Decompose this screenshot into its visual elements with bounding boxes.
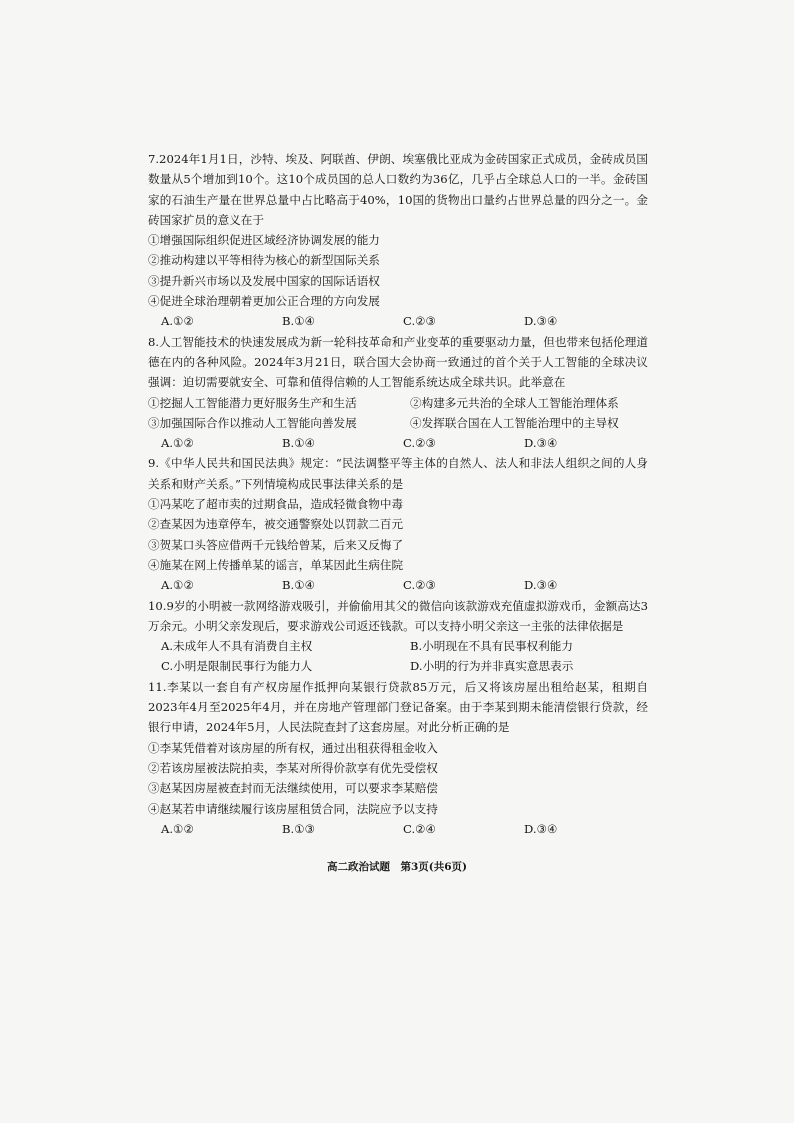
question-9-options	[148, 575, 648, 595]
option-a: A.①②	[161, 436, 194, 451]
question-8-options	[148, 433, 648, 453]
option-d: D.③④	[524, 578, 558, 593]
question-8-item-2: ②构建多元共治的全球人工智能治理体系	[410, 395, 619, 410]
option-a: A.①②	[161, 578, 194, 593]
question-7-stem: 7.2024年1月1日，沙特、埃及、阿联酋、伊朗、埃塞俄比亚成为金砖国家正式成员，金砖成员国数量从5个增加到10个。这10个成员国的总人口数约为36亿，几乎占全球总人口的一半。金砖国家的石油生产量在世界总量中占比略高于40%，10国的货物出口量约占世界总量的四分之一。金砖国家扩员的意义在于	[148, 152, 648, 227]
question-10-options-row-1	[148, 636, 648, 656]
question-7-item-4: ④促进全球治理朝着更加公正合理的方向发展	[148, 294, 380, 309]
option-c: C.②③	[403, 578, 436, 593]
question-11	[148, 677, 648, 839]
question-11-stem: 11.李某以一套自有产权房屋作抵押向某银行贷款85万元，后又将该房屋出租给赵某，租期自2023年4月至2025年4月，并在房地产管理部门登记备案。由于李某到期未能清偿银行贷款，经银行申请，2024年5月，人民法院查封了这套房屋。对此分析正确的是	[148, 679, 648, 735]
option-a: A.未成年人不具有消费自主权	[161, 639, 313, 654]
question-10	[148, 596, 648, 677]
question-8-items-row-2	[148, 413, 648, 433]
question-10-stem: 10.9岁的小明被一款网络游戏吸引，并偷偷用其父的微信向该款游戏充值虚拟游戏币，金额高达3万余元。小明父亲发现后，要求游戏公司返还钱款。可以支持小明父亲这一主张的法律依据是	[148, 598, 648, 633]
question-9-item-1: ①冯某吃了超市卖的过期食品，造成轻微食物中毒	[148, 497, 404, 512]
question-8-items-row-1	[148, 393, 648, 413]
question-7	[148, 149, 648, 332]
question-9-stem: 9.《中华人民共和国民法典》规定：“民法调整平等主体的自然人、法人和非法人组织之间的人身关系和财产关系。”下列情境构成民事法律关系的是	[148, 456, 648, 491]
question-11-options	[148, 819, 648, 839]
question-11-item-1: ①李某凭借着对该房屋的所有权，通过出租获得租金收入	[148, 740, 438, 755]
question-8-item-1: ①挖掘人工智能潜力更好服务生产和生活	[148, 395, 357, 410]
question-11-item-3: ③赵某因房屋被查封而无法继续使用，可以要求李某赔偿	[148, 781, 438, 796]
page-footer: 高二政治试题 第3页(共6页)	[326, 861, 468, 873]
question-11-item-2: ②若该房屋被法院拍卖，李某对所得价款享有优先受偿权	[148, 760, 438, 775]
question-9-item-3: ③贺某口头答应借两千元钱给曾某，后来又反悔了	[148, 537, 404, 552]
option-a: A.①②	[161, 314, 194, 329]
page-content	[148, 149, 648, 839]
question-11-item-4: ④赵某若申请继续履行该房屋租赁合同，法院应予以支持	[148, 801, 438, 816]
question-8-item-3: ③加强国际合作以推动人工智能向善发展	[148, 415, 357, 430]
question-7-item-3: ③提升新兴市场以及发展中国家的国际话语权	[148, 273, 380, 288]
option-c: C.②③	[403, 314, 436, 329]
question-8-stem: 8.人工智能技术的快速发展成为新一轮科技革命和产业变革的重要驱动力量，但也带来包括伦理道德在内的各种风险。2024年3月21日，联合国大会协商一致通过的首个关于人工智能的全球决议强调：迫切需要就安全、可靠和值得信赖的人工智能系统达成全球共识。此举意在	[148, 334, 648, 390]
question-7-options	[148, 311, 648, 331]
option-b: B.①④	[282, 314, 315, 329]
question-9	[148, 453, 648, 595]
question-9-item-4: ④施某在网上传播单某的谣言，单某因此生病住院	[148, 557, 404, 572]
option-b: B.①④	[282, 578, 315, 593]
option-b: B.①③	[282, 821, 315, 836]
question-8	[148, 332, 648, 454]
option-d: D.③④	[524, 821, 558, 836]
question-7-item-1: ①增强国际组织促进区域经济协调发展的能力	[148, 233, 380, 248]
option-c: C.小明是限制民事行为能力人	[161, 659, 313, 674]
option-c: C.②④	[403, 821, 436, 836]
option-d: D.小明的行为并非真实意思表示	[410, 659, 574, 674]
option-d: D.③④	[524, 314, 558, 329]
question-9-item-2: ②查某因为违章停车，被交通警察处以罚款二百元	[148, 517, 404, 532]
question-7-item-2: ②推动构建以平等相待为核心的新型国际关系	[148, 253, 380, 268]
question-10-options-row-2	[148, 656, 648, 676]
option-c: C.②③	[403, 436, 436, 451]
option-a: A.①②	[161, 821, 194, 836]
option-b: B.小明现在不具有民事权利能力	[410, 639, 573, 654]
option-b: B.①④	[282, 436, 315, 451]
option-d: D.③④	[524, 436, 558, 451]
question-8-item-4: ④发挥联合国在人工智能治理中的主导权	[410, 415, 619, 430]
